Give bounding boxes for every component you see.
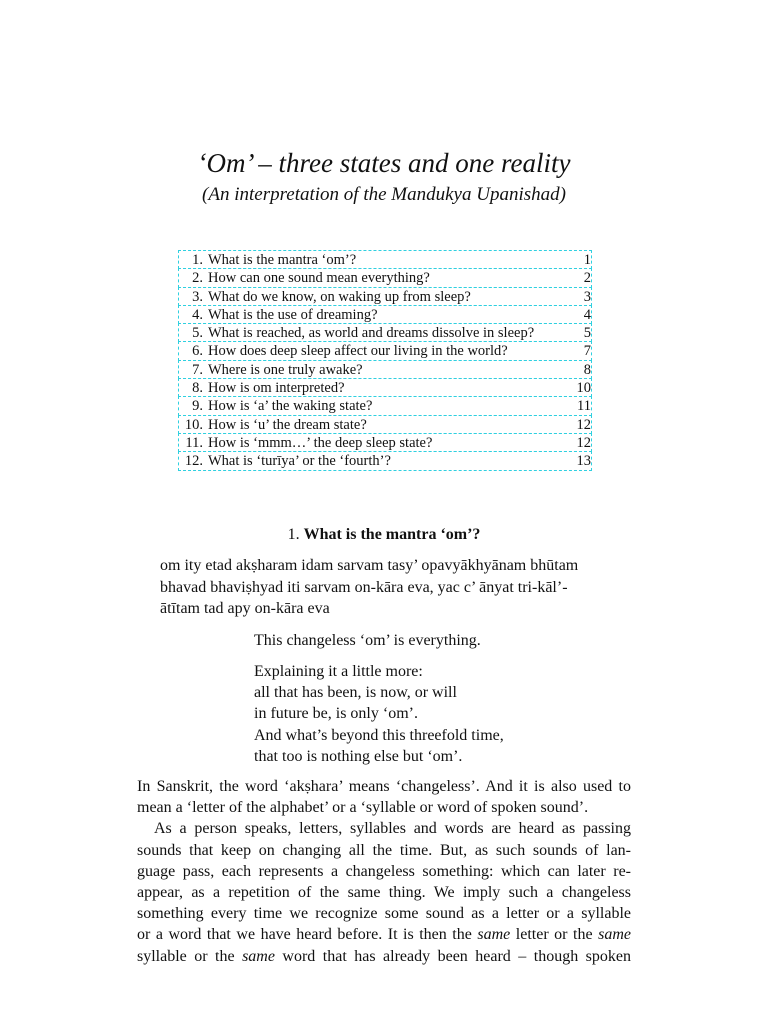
page-subtitle: (An interpretation of the Mandukya Upanishad) — [202, 184, 566, 205]
text-run: letter or the — [510, 926, 599, 944]
toc-number: 12. — [184, 453, 203, 470]
toc-number: 8. — [192, 380, 203, 397]
paragraph-line: something every time we recognize some sound as a letter or a syllable — [137, 905, 631, 923]
sanskrit-line: ātītam tad apy on-kāra eva — [160, 600, 330, 617]
verse-line: in future be, is only ‘om’. — [254, 705, 418, 723]
toc-page-number: 4 — [583, 306, 591, 323]
toc-number: 3. — [192, 288, 203, 305]
toc-title: How is ‘a’ the waking state? — [208, 398, 373, 415]
toc-page-number: 12 — [576, 434, 591, 451]
toc-title: How is ‘mmm…’ the deep sleep state? — [208, 434, 433, 451]
toc-number: 9. — [192, 398, 203, 415]
toc-title: Where is one truly awake? — [208, 361, 363, 378]
toc-number: 2. — [192, 270, 203, 287]
toc-page-number: 5 — [583, 325, 591, 342]
emphasis: same — [242, 947, 275, 965]
toc-entry[interactable] — [178, 396, 592, 415]
toc-number: 1. — [192, 252, 203, 268]
toc-entry[interactable] — [178, 451, 592, 470]
toc-title: How does deep sleep affect our living in the world? — [208, 343, 508, 360]
table-of-contents — [178, 251, 592, 471]
toc-page-number: 11 — [577, 398, 591, 415]
text-run: or a word that we have heard before. It is then the — [137, 926, 478, 944]
toc-number: 5. — [192, 325, 203, 342]
toc-page-number: 10 — [576, 380, 591, 397]
text-run: word that has already been heard – though spoken — [274, 947, 631, 965]
toc-page-number: 1 — [583, 252, 591, 268]
toc-title: What is the use of dreaming? — [208, 306, 378, 323]
toc-number: 11. — [185, 434, 203, 451]
sanskrit-line: om ity etad akṣharam idam sarvam tasy’ opavyākhyānam bhūtam — [160, 557, 579, 574]
toc-number: 10. — [184, 416, 203, 433]
toc-title: How is om interpreted? — [208, 380, 345, 397]
toc-title: How can one sound mean everything? — [208, 270, 430, 287]
verse-line: all that has been, is now, or will — [254, 684, 457, 702]
explanation-verse — [254, 661, 504, 767]
translation-verse: This changeless ‘om’ is everything. — [254, 632, 481, 649]
paragraph-line — [137, 924, 631, 945]
verse-line: And what’s beyond this threefold time, — [254, 726, 504, 744]
toc-title: How is ‘u’ the dream state? — [208, 416, 367, 433]
toc-page-number: 13 — [576, 453, 591, 470]
toc-number: 7. — [192, 361, 203, 378]
paragraph-line: In Sanskrit, the word ‘akṣhara’ means ‘changeless’. And it is also used to — [137, 778, 631, 795]
toc-title: What is reached, as world and dreams dissolve in sleep? — [208, 325, 535, 342]
toc-entry[interactable] — [178, 250, 592, 269]
toc-page-number: 2 — [583, 270, 591, 287]
verse-line: that too is nothing else but ‘om’. — [254, 747, 463, 765]
emphasis: same — [598, 926, 631, 944]
toc-entry[interactable] — [178, 305, 592, 324]
toc-number: 6. — [192, 343, 203, 360]
toc-title: What is the mantra ‘om’? — [208, 252, 357, 268]
sanskrit-verse — [160, 555, 620, 620]
paragraph-line: sounds that keep on changing all the time. But, as such sounds of lan- — [137, 841, 631, 859]
paragraph-line — [137, 946, 631, 967]
emphasis: same — [477, 926, 511, 944]
page-title: ‘Om’ – three states and one reality — [197, 148, 571, 178]
section-number: 1. — [287, 526, 300, 543]
toc-page-number: 3 — [583, 288, 591, 305]
toc-entry[interactable] — [178, 323, 592, 342]
toc-entry[interactable] — [178, 360, 592, 379]
sanskrit-line: bhavad bhaviṣhyad iti sarvam on-kāra eva, yac c’ ānyat tri-kāl’- — [160, 578, 568, 596]
toc-entry[interactable] — [178, 268, 592, 287]
paragraph-line: guage pass, each represents a changeless something: which can later re- — [137, 862, 631, 880]
toc-entry[interactable] — [178, 433, 592, 452]
toc-page-number: 7 — [583, 343, 591, 360]
text-run: syllable or the — [137, 947, 243, 965]
toc-entry[interactable] — [178, 287, 592, 306]
toc-page-number: 8 — [583, 361, 591, 378]
paragraph-line: mean a ‘letter of the alphabet’ or a ‘syllable or word of spoken sound’. — [137, 799, 589, 817]
toc-entry[interactable] — [178, 415, 592, 434]
verse-line: Explaining it a little more: — [254, 663, 423, 680]
toc-number: 4. — [192, 306, 203, 323]
paragraph-line: As a person speaks, letters, syllables and words are heard as passing — [154, 820, 631, 838]
toc-entry[interactable] — [178, 341, 592, 360]
toc-entry[interactable] — [178, 378, 592, 397]
section-heading — [0, 524, 768, 546]
toc-title: What do we know, on waking up from sleep? — [208, 288, 471, 305]
section-title: What is the mantra ‘om’? — [303, 526, 481, 543]
toc-page-number: 12 — [576, 416, 591, 433]
toc-title: What is ‘turīya’ or the ‘fourth’? — [208, 453, 391, 470]
paragraph-line: appear, as a repetition of the same thing. We imply such a changeless — [137, 884, 631, 902]
body-text — [137, 776, 631, 967]
